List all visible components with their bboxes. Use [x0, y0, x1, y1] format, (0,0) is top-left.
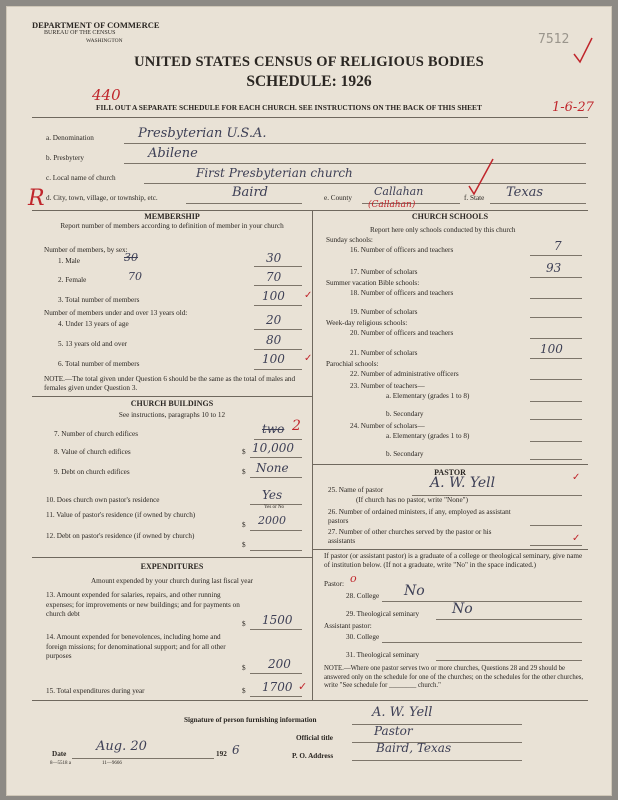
date-value: Aug. 20: [96, 739, 147, 754]
expenditures-intro: Amount expended by your church during last fiscal year: [90, 577, 254, 585]
q8-label: 8. Value of church edifices: [54, 448, 131, 456]
q24a-label: a. Elementary (grades 1 to 8): [386, 432, 470, 440]
red-check-mark-icon: [466, 156, 496, 196]
bureau-label: BUREAU OF THE CENSUS: [44, 30, 116, 36]
q15-label: 15. Total expenditures during year: [46, 687, 145, 695]
weekday-schools-label: Week-day religious schools:: [326, 319, 408, 327]
q16-label: 16. Number of officers and teachers: [350, 246, 454, 254]
dollar-sign: $: [242, 620, 246, 628]
q18-label: 18. Number of officers and teachers: [350, 289, 454, 297]
presbytery-label: b. Presbytery: [46, 154, 84, 162]
q25-value: A. W. Yell: [430, 475, 496, 491]
department-label: DEPARTMENT OF COMMERCE: [32, 20, 160, 30]
q23-label: 23. Number of teachers—: [350, 382, 425, 390]
expenditures-heading: EXPENDITURES: [140, 562, 204, 571]
pastor-footnote: NOTE.—Where one pastor serves two or more churches, Questions 28 and 29 should be answered only on the schedule for one of the churches; on the schedules for the other churches, write "See schedule for ________ church.": [324, 665, 584, 689]
q17-label: 17. Number of scholars: [350, 268, 418, 276]
local-name-value: First Presbyterian church: [196, 166, 353, 180]
q25-hint: (If church has no pastor, write "None"): [356, 496, 468, 504]
q9-label: 9. Debt on church edifices: [54, 468, 130, 476]
stamp-number: 7512: [538, 32, 570, 47]
q19-label: 19. Number of scholars: [350, 308, 418, 316]
q10-hint: Yes or No: [264, 505, 285, 510]
buildings-heading: CHURCH BUILDINGS: [130, 399, 214, 408]
print-code-2: 11—9666: [102, 761, 122, 766]
membership-heading: MEMBERSHIP: [144, 212, 200, 221]
schools-heading: CHURCH SCHOOLS: [411, 212, 489, 221]
total-members-6-value: 100: [262, 352, 285, 366]
red-handwritten-date: 1-6-27: [552, 100, 594, 115]
q23a-label: a. Elementary (grades 1 to 8): [386, 392, 470, 400]
q21-label: 21. Number of scholars: [350, 349, 418, 357]
q25-label: 25. Name of pastor: [328, 486, 384, 494]
q21-value: 100: [540, 342, 563, 356]
q29-value: No: [452, 601, 473, 617]
female-value: 70: [266, 270, 282, 284]
graduate-note: If pastor (or assistant pastor) is a graduate of a college or theological seminary, give name of institution below. (If not a graduate, write "No" in the space indicated.): [324, 552, 583, 569]
q14-label: 14. Amount expended for benevolences, including home and foreign missions; for denominational support; and for all other purposes: [46, 633, 226, 660]
year-prefix: 192: [216, 750, 227, 758]
city-label: d. City, town, village, or township, etc.: [46, 194, 158, 202]
q13-value: 1500: [262, 613, 293, 627]
under-13-label: 4. Under 13 years of age: [58, 320, 129, 328]
total-members-3-label: 3. Total number of members: [58, 296, 140, 304]
q27-label: 27. Number of other churches served by the pastor or his assistants: [328, 528, 492, 545]
under-13-value: 20: [266, 313, 282, 327]
instruction-banner: FILL OUT A SEPARATE SCHEDULE FOR EACH CHURCH. SEE INSTRUCTIONS ON THE BACK OF THIS SHEET: [96, 103, 482, 112]
county-correction: (Callahan): [368, 200, 416, 210]
census-schedule-form: [6, 6, 612, 796]
local-name-label: c. Local name of church: [46, 174, 116, 182]
q17-value: 93: [546, 261, 562, 275]
total-members-6-label: 6. Total number of members: [58, 360, 140, 368]
q30-label: 30. College: [346, 633, 380, 641]
dollar-sign: $: [242, 521, 246, 529]
q26-label: 26. Number of ordained ministers, if any, employed as assistant pastors: [328, 508, 511, 525]
buildings-subheading: See instructions, paragraphs 10 to 12: [118, 411, 226, 419]
denomination-label: a. Denomination: [46, 134, 94, 142]
q24-label: 24. Number of scholars—: [350, 422, 425, 430]
official-title-label: Official title: [296, 734, 333, 742]
schools-intro: Report here only schools conducted by this church: [370, 226, 516, 234]
q31-label: 31. Theological seminary: [346, 651, 420, 659]
male-label: 1. Male: [58, 257, 80, 265]
q10-label: 10. Does church own pastor's residence: [46, 496, 160, 504]
age-groups-label: Number of members under and over 13 years old:: [44, 309, 188, 317]
red-handwritten-number: 440: [92, 86, 121, 104]
red-tick-icon: ✓: [298, 681, 308, 693]
city-value: Baird: [232, 185, 268, 200]
q28-label: 28. College: [346, 592, 380, 600]
q24b-label: b. Secondary: [386, 450, 424, 458]
q7-label: 7. Number of church edifices: [54, 430, 139, 438]
dollar-sign: $: [242, 468, 246, 476]
red-tick-icon: ✓: [304, 290, 313, 301]
q14-value: 200: [268, 657, 291, 671]
red-mark-o: o: [350, 572, 357, 585]
q11-value: 2000: [258, 514, 286, 527]
over-13-value: 80: [266, 333, 282, 347]
summer-schools-label: Summer vacation Bible schools:: [326, 279, 420, 287]
q16-value: 7: [554, 239, 562, 253]
q15-value: 1700: [262, 680, 293, 694]
signature-value: A. W. Yell: [372, 705, 433, 720]
female-inline-value: 70: [128, 270, 142, 283]
q12-label: 12. Debt on pastor's residence (if owned by church): [46, 532, 195, 540]
male-value: 30: [266, 251, 282, 265]
parochial-schools-label: Parochial schools:: [326, 360, 379, 368]
over-13-label: 5. 13 years old and over: [58, 340, 128, 348]
header-divider: [32, 117, 588, 118]
pastor-subheading: Pastor:: [324, 580, 344, 588]
q28-value: No: [404, 583, 425, 599]
male-struck-value: 30: [124, 251, 138, 264]
membership-note: NOTE.—The total given under Question 6 should be the same as the total of males and females given under Question 3.: [44, 375, 296, 392]
dollar-sign: $: [242, 664, 246, 672]
column-divider: [312, 210, 313, 700]
q10-value: Yes: [262, 488, 283, 502]
q29-label: 29. Theological seminary: [346, 610, 420, 618]
state-value: Texas: [506, 185, 544, 200]
q9-value: None: [256, 461, 289, 475]
dollar-sign: $: [242, 448, 246, 456]
county-label: e. County: [324, 194, 352, 202]
q22-label: 22. Number of administrative officers: [350, 370, 459, 378]
county-value: Callahan: [374, 185, 424, 198]
members-by-sex-label: Number of members, by sex:: [44, 246, 128, 254]
form-title: UNITED STATES CENSUS OF RELIGIOUS BODIES: [134, 54, 484, 70]
state-label: f. State: [464, 194, 485, 202]
q11-label: 11. Value of pastor's residence (if owned by church): [46, 511, 196, 519]
sunday-schools-label: Sunday schools:: [326, 236, 373, 244]
red-handwritten-letter: R: [28, 186, 45, 211]
signature-label: Signature of person furnishing information: [184, 716, 317, 724]
po-address-label: P. O. Address: [292, 752, 334, 760]
dollar-sign: $: [242, 687, 246, 695]
print-code: 8—5518 a: [50, 761, 71, 766]
q7-value: two: [262, 422, 285, 436]
po-address-value: Baird, Texas: [376, 741, 452, 755]
q7-correction: 2: [292, 418, 301, 434]
presbytery-value: Abilene: [148, 146, 198, 161]
denomination-value: Presbyterian U.S.A.: [138, 126, 267, 141]
year-suffix: 6: [232, 743, 240, 757]
q13-label: 13. Amount expended for salaries, repairs, and other running expenses; for improvements or new buildings; and for payments on church debt: [46, 591, 240, 618]
red-tick-icon: ✓: [572, 472, 581, 483]
membership-intro: Report number of members according to definition of member in your church: [60, 222, 284, 230]
date-label: Date: [52, 750, 67, 758]
red-tick-icon: ✓: [304, 353, 313, 364]
washington-label: WASHINGTON: [86, 38, 123, 44]
red-tick-icon: ✓: [572, 533, 581, 544]
dollar-sign: $: [242, 541, 246, 549]
q8-value: 10,000: [252, 441, 294, 455]
pastor-heading: PASTOR: [434, 468, 466, 477]
q23b-label: b. Secondary: [386, 410, 424, 418]
schedule-title: SCHEDULE: 1926: [246, 73, 372, 90]
q20-label: 20. Number of officers and teachers: [350, 329, 454, 337]
official-title-value: Pastor: [374, 724, 413, 738]
female-label: 2. Female: [58, 276, 87, 284]
total-members-3-value: 100: [262, 289, 285, 303]
assistant-subheading: Assistant pastor:: [324, 622, 372, 630]
